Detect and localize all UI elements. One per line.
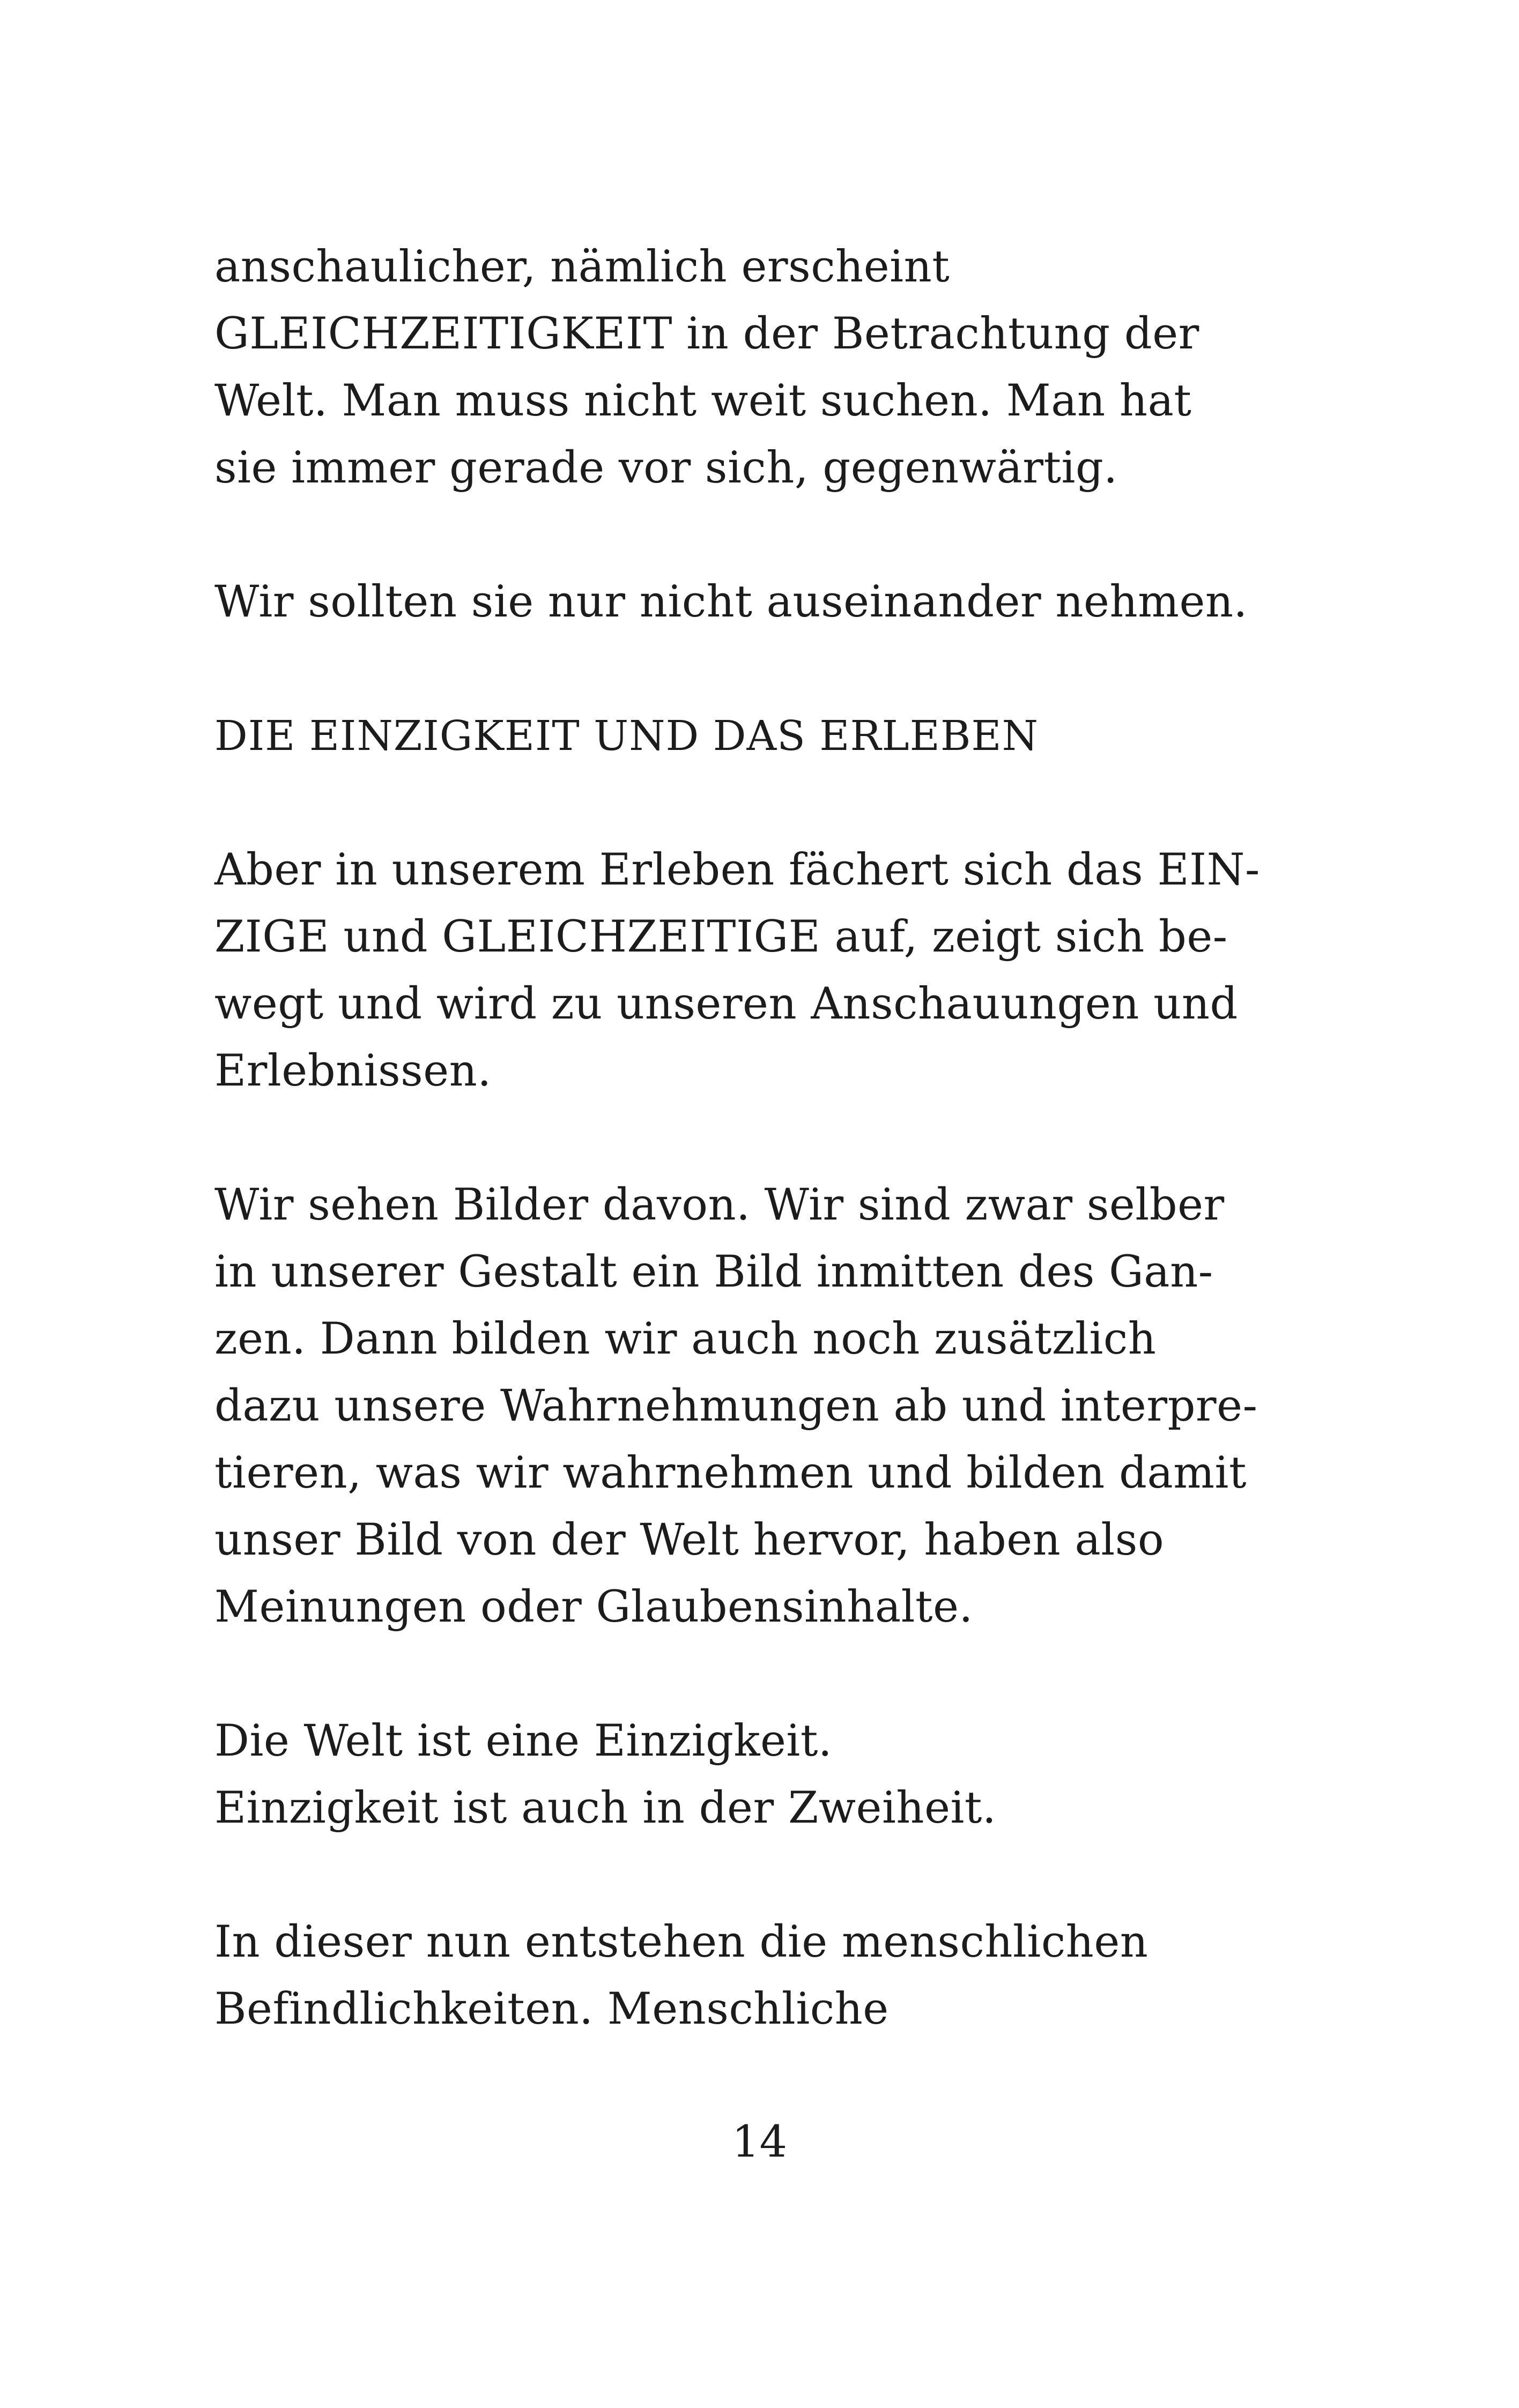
text-line: Wir sehen Bilder davon. Wir sind zwar selber (214, 1180, 1225, 1230)
text-line: zen. Dann bilden wir auch noch zusätzlich (214, 1314, 1157, 1364)
text-line: Aber in unserem Erleben fächert sich das EIN- (214, 845, 1260, 895)
body-text (214, 234, 1319, 2043)
text-line: Wir sollten sie nur nicht auseinander nehmen. (214, 577, 1248, 627)
section-heading-text: DIE EINZIGKEIT UND DAS ERLEBEN (214, 712, 1039, 760)
paragraph-5 (214, 1708, 1319, 1842)
text-line: Erlebnissen. (214, 1046, 492, 1096)
text-line: Befindlichkeiten. Menschliche (214, 1984, 889, 2034)
text-line: ZIGE und GLEICHZEITIGE auf, zeigt sich be- (214, 912, 1228, 962)
text-line: Meinungen oder Glaubensinhalte. (214, 1582, 973, 1632)
text-line: anschaulicher, nämlich erscheint (214, 242, 950, 292)
paragraph-gap (214, 502, 1319, 569)
paragraph-6 (214, 1909, 1319, 2043)
text-line: unser Bild von der Welt hervor, haben also (214, 1515, 1165, 1565)
text-line: dazu unsere Wahrnehmungen ab und interpre- (214, 1381, 1258, 1431)
text-line: Einzigkeit ist auch in der Zweiheit. (214, 1783, 997, 1833)
text-line: Die Welt ist eine Einzigkeit. (214, 1716, 833, 1766)
section-heading (214, 703, 1319, 770)
text-line: Welt. Man muss nicht weit suchen. Man hat (214, 376, 1192, 426)
text-line: GLEICHZEITIGKEIT in der Betrachtung der (214, 309, 1199, 359)
paragraph-4 (214, 1172, 1319, 1641)
text-line: tieren, was wir wahrnehmen und bilden damit (214, 1448, 1247, 1498)
paragraph-3 (214, 837, 1319, 1105)
paragraph-1 (214, 234, 1319, 502)
paragraph-gap (214, 1105, 1319, 1172)
paragraph-gap (214, 770, 1319, 837)
text-line: wegt und wird zu unseren Anschauungen und (214, 979, 1238, 1029)
paragraph-gap (214, 1641, 1319, 1708)
paragraph-gap (214, 1842, 1319, 1909)
page-number: 14 (731, 2117, 788, 2167)
text-line: in unserer Gestalt ein Bild inmitten des Gan- (214, 1247, 1213, 1297)
text-line: sie immer gerade vor sich, gegenwärtig. (214, 443, 1118, 493)
paragraph-2 (214, 569, 1319, 636)
text-line: In dieser nun entstehen die menschlichen (214, 1917, 1148, 1967)
paragraph-gap (214, 636, 1319, 703)
